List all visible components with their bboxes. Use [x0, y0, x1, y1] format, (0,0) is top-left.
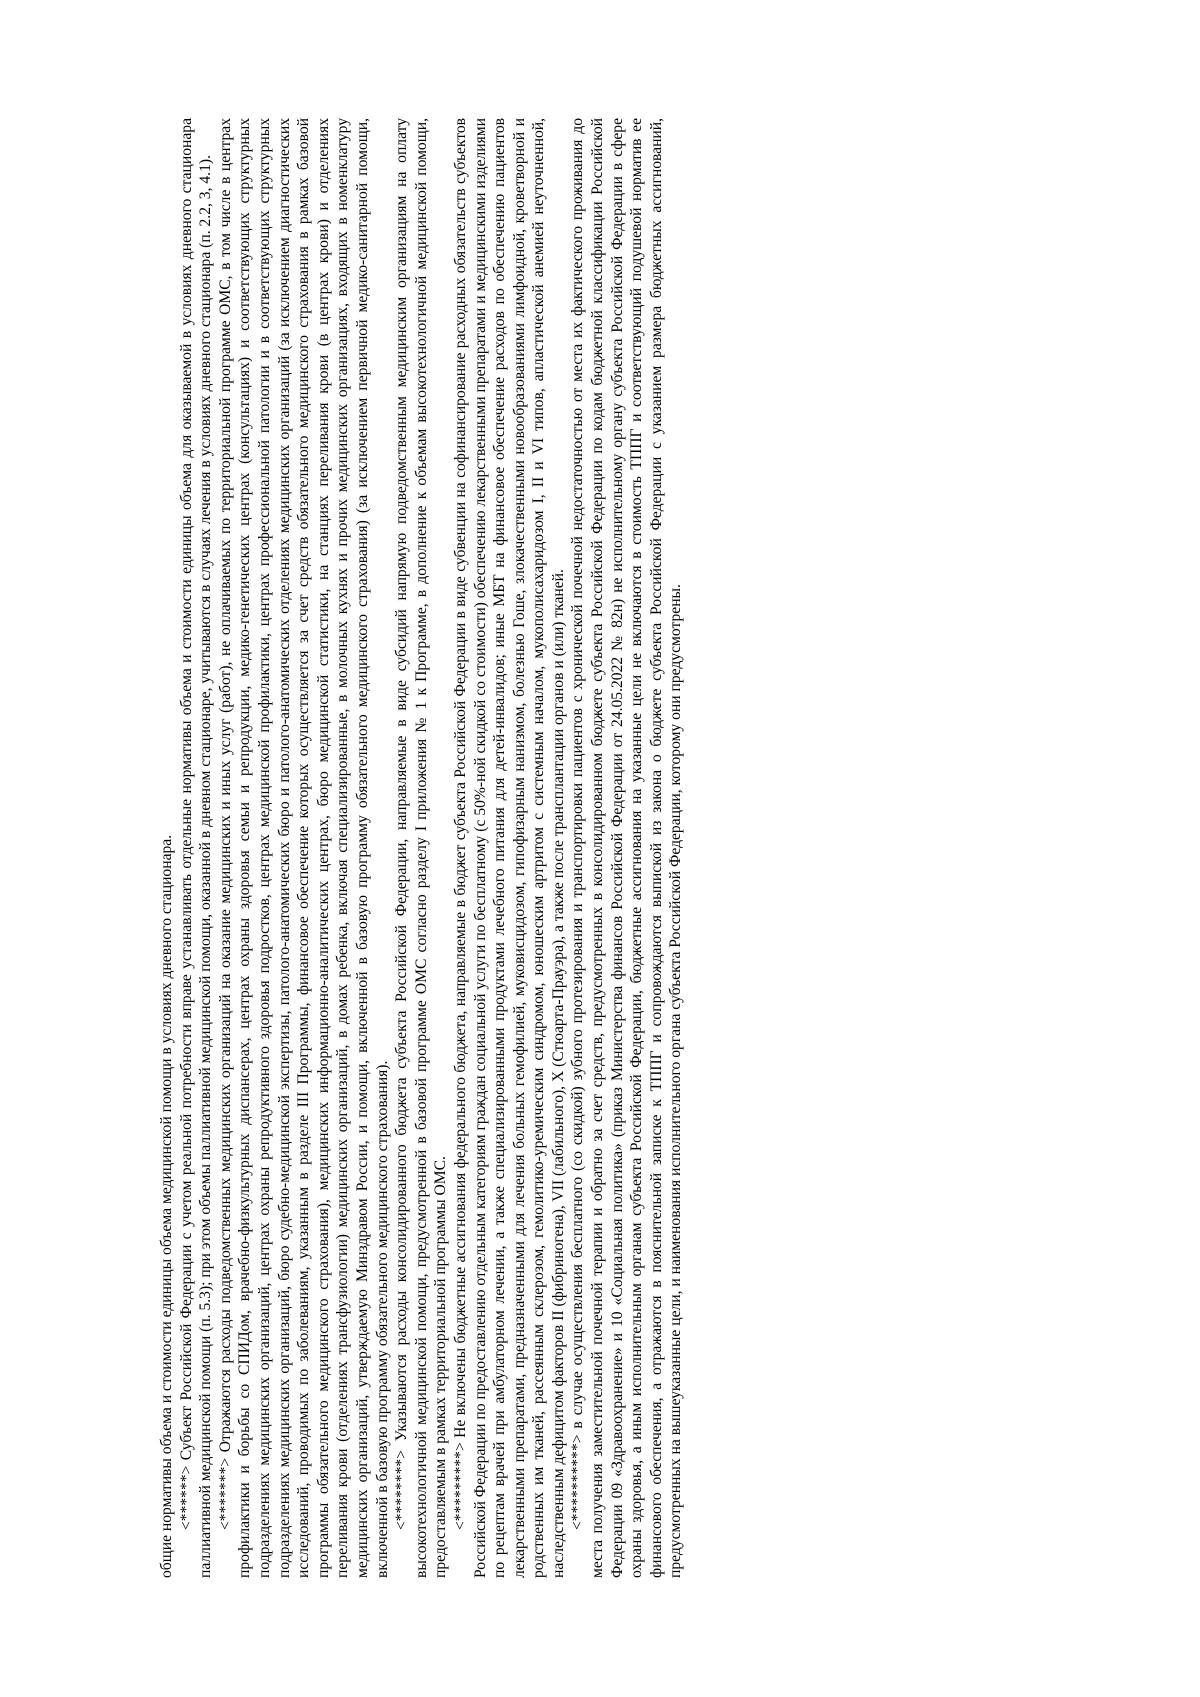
paragraph-continuation: общие нормативы объема и стоимости единицы объема медицинской помощи в условиях дневного стационара. — [158, 834, 175, 1578]
footnote-8: <********> Указываются расходы консолидированного бюджета субъекта Российской Федерации, направляемые в виде субсидий напрямую подведомственным медицинским организациям на оплату высокотехнологичной медицинской помощи, предусмотренной в базовой программе ОМС согласно разделу I приложения № 1 к Программе, в дополнение к объемам высокотехнологичной медицинской помощи, предоставляемым в рамках территориальной программы ОМС. — [393, 118, 450, 1578]
footnote-6: <******> Субъект Российской Федерации с учетом реальной потребности вправе устанавливать отдельные нормативы объема и стоимости единицы объема для оказываемой в условиях дневного стационара паллиативной медицинской помощи (п. 5.3); при этом объемы паллиативной медицинской помощи, оказанной в дневном стационаре, учитываются в случаях лечения в условиях дневного стационара (п. 2.2, 3, 4.1). — [177, 118, 215, 1578]
footnote-7: <*******> Отражаются расходы подведомственных медицинских организаций на оказание медицинских и иных услуг (работ), не оплачиваемых по территориальной программе ОМС, в том числе в центрах профилактики и борьбы со СПИДом, врачебно-физкультурных диспансерах, центрах охраны здоровья семьи и репродукции, медико-генетических центрах (консультациях) и соответствующих структурных подразделениях медицинских организаций, центрах охраны репродуктивного здоровья подростков, центрах медицинской профилактики, центрах профессиональной патологии и в соответствующих структурных подразделениях медицинских организаций, бюро судебно-медицинской экспертизы, патолого-анатомических бюро и патолого-анатомических отделениях медицинских организаций (за исключением диагностических исследований, проводимых по заболеваниям, указанным в разделе III Программы, финансовое обеспечение которых осуществляется за счет средств обязательного медицинского страхования в рамках базовой программы обязательного медицинского страхования), медицинских информационно-аналитических центрах, бюро медицинской статистики, на станциях переливания крови (в центрах крови) и отделениях переливания крови (отделениях трансфузиологии) медицинских организаций, в домах ребенка, включая специализированные, в молочных кухнях и прочих медицинских организациях, входящих в номенклатуру медицинских организаций, утверждаемую Минздравом России, и помощи, включенной в базовую программу обязательного медицинского страхования) (за исключением первичной медико-санитарной помощи, включенной в базовую программу обязательного медицинского страхования). — [216, 118, 391, 1578]
footnote-10: <**********> в случае осуществления бесплатного (со скидкой) зубного протезирования и транспортировки пациентов с хронической почечной недостаточностью от места их фактического проживания до места получения заместительной почечной терапии и обратно за счет средств, предусмотренных в консолидированном бюджете субъекта Российской Федерации по кодам бюджетной классификации Российской Федерации 09 «Здравоохранение» и 10 «Социальная политика» (приказ Министерства финансов Российской Федерации от 24.05.2022 № 82н) не исполнительному органу субъекта Российской Федерации в сфере охраны здоровья, а иным исполнительным органам субъекта Российской Федерации, бюджетные ассигнования на указанные цели не включаются в стоимость ТППГ и соответствующий подушевой норматив ее финансового обеспечения, а отражаются в пояснительной записке к ТППГ и сопровождаются выпиской из закона о бюджете субъекта Российской Федерации с указанием размера бюджетных ассигнований, предусмотренных на вышеуказанные цели, и наименования исполнительного органа субъекта Российской Федерации, которому они предусмотрены. — [569, 118, 685, 1578]
footnote-9: <*********> Не включены бюджетные ассигнования федерального бюджета, направляемые в бюджет субъекта Российской Федерации в виде субвенции на софинансирование расходных обязательств субъектов Российской Федерации по предоставлению отдельным категориям граждан социальной услуги по бесплатному (с 50%-ной скидкой со стоимости) обеспечению лекарственными препаратами и медицинскими изделиями по рецептам врачей при амбулаторном лечении, а также специализированными продуктами лечебного питания для детей-инвалидов; иные МБТ на финансовое обеспечение расходов по обеспечению пациентов лекарственными препаратами, предназначенными для лечения больных гемофилией, муковисцидозом, гипофизарным нанизмом, болезнью Гоше, злокачественными новообразованиями лимфоидной, кроветворной и родственных им тканей, рассеянным склерозом, гемолитико-уремическим синдромом, юношеским артритом с системным началом, мукополисахаридозом I, II и VI типов, апластической анемией неуточненной, наследственным дефицитом факторов II (фибриногена), VII (лабильного), X (Стюарта-Прауэра), а также после трансплантации органов и (или) тканей. — [451, 118, 567, 1578]
rotated-text-block — [157, 118, 937, 1578]
